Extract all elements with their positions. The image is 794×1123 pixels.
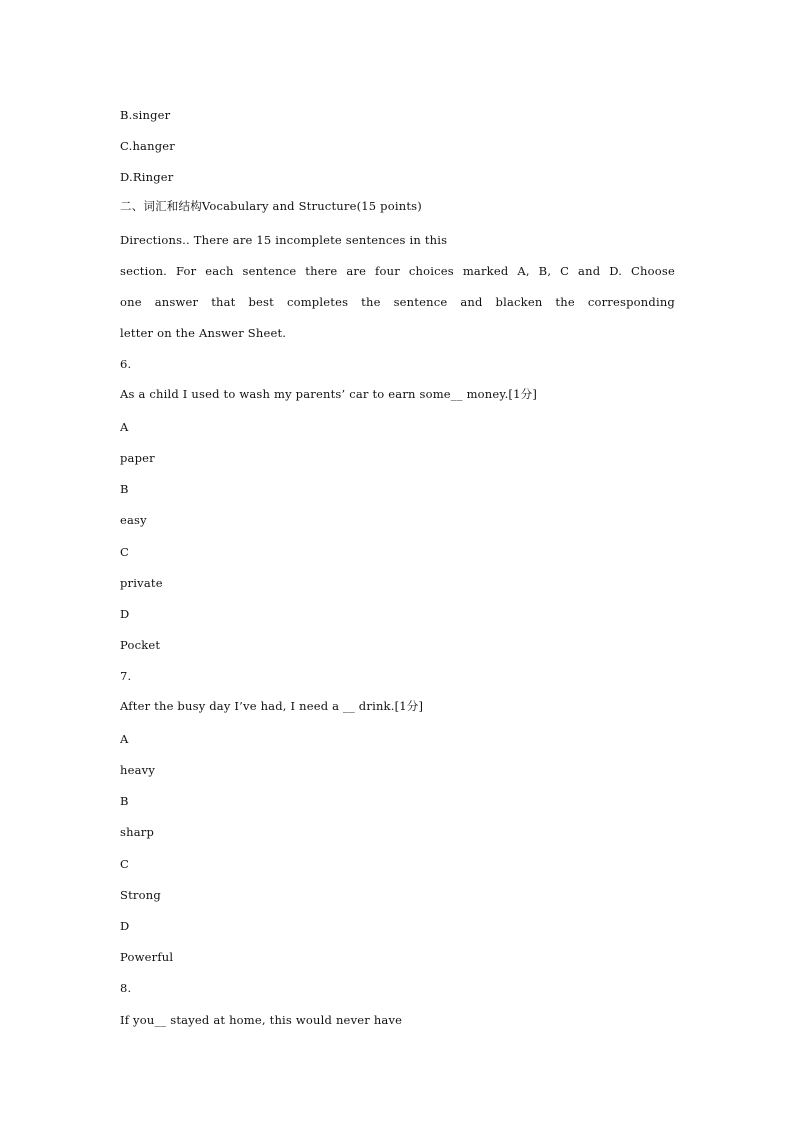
previous-option-b: B.singer: [120, 108, 171, 122]
question-6-option-c-text: private: [120, 576, 163, 590]
question-7-option-d-text: Powerful: [120, 950, 174, 964]
question-8-text: If you__ stayed at home, this would never have: [120, 1013, 403, 1027]
question-6-option-a-text: paper: [120, 451, 155, 465]
previous-option-d: D.Ringer: [120, 170, 174, 184]
question-7-option-a-text: heavy: [120, 763, 156, 777]
question-6-option-d-letter: D: [120, 607, 130, 621]
question-6-option-a-letter: A: [120, 420, 129, 434]
question-6-option-c-letter: C: [120, 545, 129, 559]
question-6-option-b-text: easy: [120, 513, 147, 527]
question-7-number: 7.: [120, 669, 132, 683]
question-6-option-d-text: Pocket: [120, 638, 161, 652]
directions-line-1: Directions.. There are 15 incomplete sentences in this: [120, 233, 448, 247]
question-7-option-d-letter: D: [120, 919, 130, 933]
directions-line-2: section. For each sentence there are four choices marked A, B, C and D. Choose: [120, 264, 675, 278]
question-7-option-c-letter: C: [120, 857, 129, 871]
question-6-text: As a child I used to wash my parents’ car to earn some__ money.[1分]: [120, 387, 538, 401]
question-7-option-c-text: Strong: [120, 888, 161, 902]
question-7-text: After the busy day I’ve had, I need a __ drink.[1分]: [120, 699, 424, 713]
directions-line-3: one answer that best completes the sentence and blacken the corresponding: [120, 295, 675, 309]
question-6-number: 6.: [120, 357, 132, 371]
question-7-option-a-letter: A: [120, 732, 129, 746]
directions-line-4: letter on the Answer Sheet.: [120, 326, 287, 340]
previous-option-c: C.hanger: [120, 139, 175, 153]
question-7-option-b-letter: B: [120, 794, 129, 808]
question-6-option-b-letter: B: [120, 482, 129, 496]
question-7-option-b-text: sharp: [120, 825, 155, 839]
section-heading: 二、词汇和结构Vocabulary and Structure(15 points): [120, 199, 422, 213]
question-8-number: 8.: [120, 981, 132, 995]
